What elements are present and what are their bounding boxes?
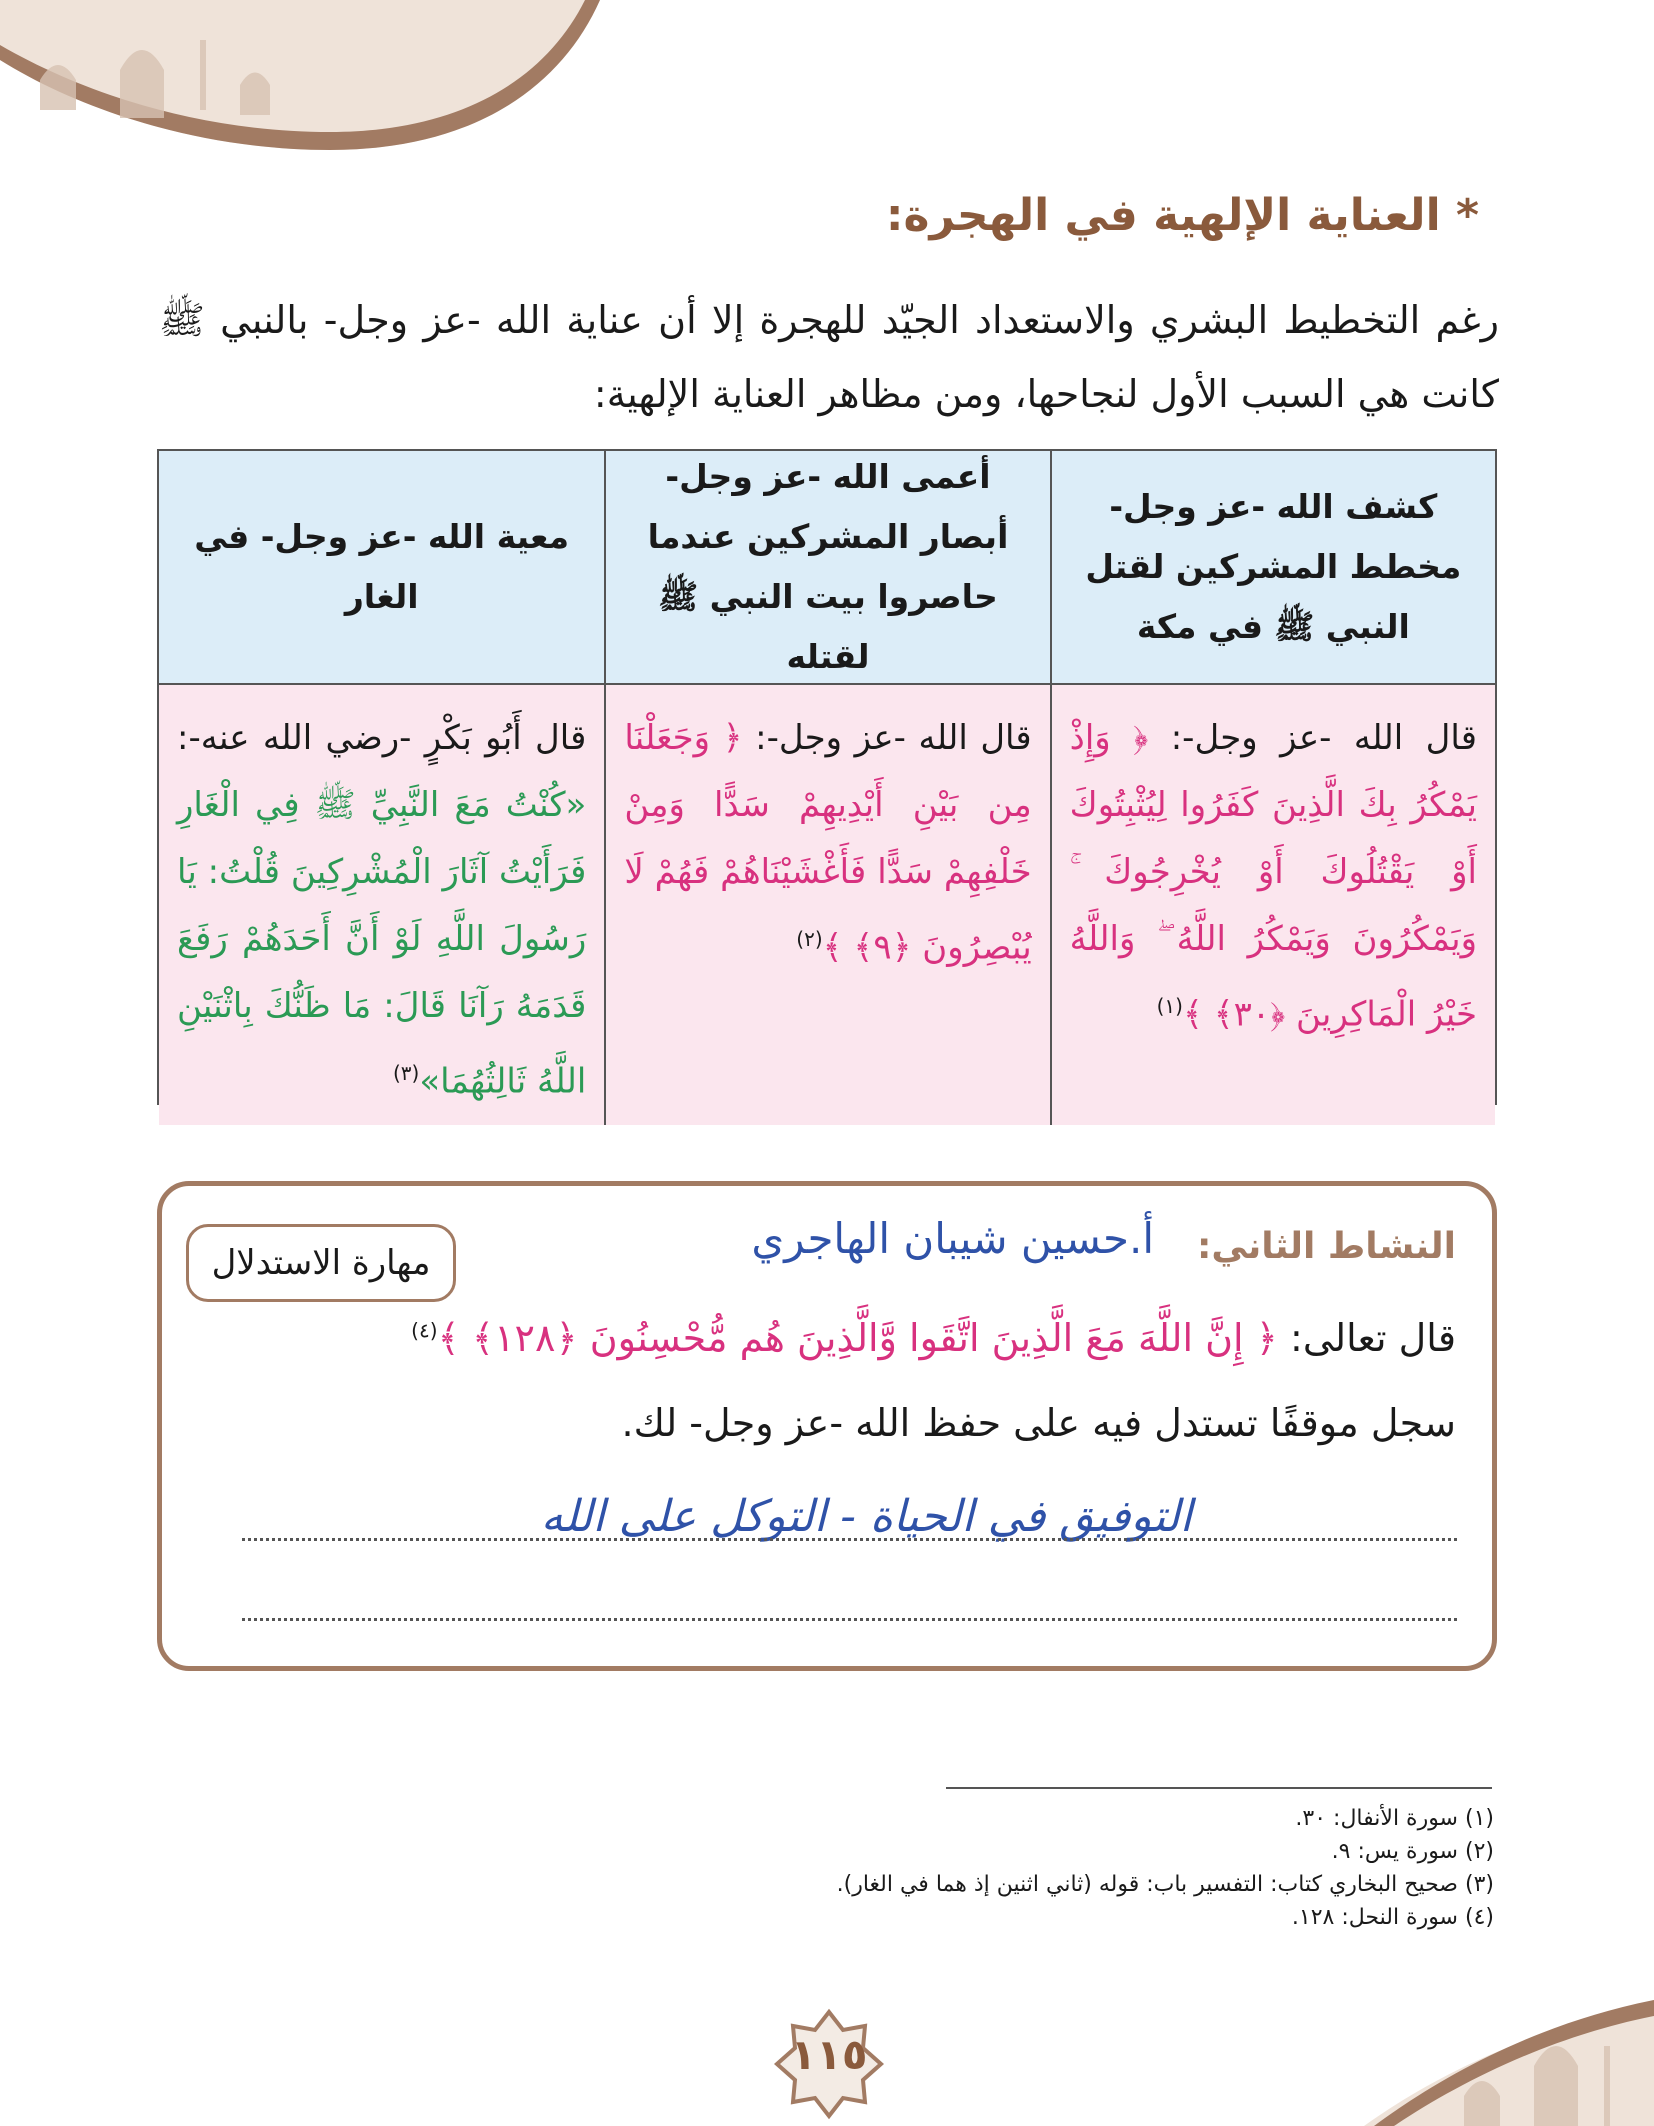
cell-2-intro: قال الله -عز وجل-: [742,718,1032,758]
handwritten-teacher-name: أ.حسين شيبان الهاجري [751,1214,1154,1263]
footnote-2: (٢) سورة يس: ٩. [1331,1839,1494,1864]
table-header-1: كشف الله -عز وجل- مخطط المشركين لقتل النبي ﷺ في مكة [1050,451,1495,685]
activity-label: النشاط الثاني: [1196,1226,1456,1267]
activity-verse-intro: قال تعالى: [1277,1316,1456,1360]
footnotes [594,1802,1494,1934]
activity-question: سجل موقفًا تستدل فيه على حفظ الله -عز وجل- لك. [621,1401,1456,1445]
cell-3-hadith: «كُنْتُ مَعَ النَّبِيِّ ﷺ فِي الْغَارِ فَرَأَيْتُ آثَارَ الْمُشْرِكِينَ قُلْتُ: يَا رَسُولَ اللَّهِ لَوْ أَنَّ أَحَدَهُمْ رَفَعَ قَدَمَهُ رَآنَا قَالَ: مَا ظَنُّكَ بِاثْنَيْنِ اللَّهُ ثَالِثُهُمَا» [177,785,587,1102]
cell-1-ref: (١) [1156,994,1183,1018]
cell-3-intro: قال أَبُو بَكْرٍ -رضي الله عنه-: [177,718,587,758]
table-cell-2 [604,685,1049,1125]
bottom-right-mosque-decoration [1134,1986,1654,2126]
top-left-mosque-decoration [0,0,600,190]
page-number: ١١٥ [790,2030,868,2079]
intro-paragraph: رغم التخطيط البشري والاستعداد الجيّد للهجرة إلا أن عناية الله -عز وجل- بالنبي ﷺ كانت هي السبب الأول لنجاحها، ومن مظاهر العناية الإلهية: [159,298,1499,416]
section-title: * العناية الإلهية في الهجرة: [885,190,1479,241]
activity-verse: ﴿ إِنَّ اللَّهَ مَعَ الَّذِينَ اتَّقَوا وَّالَّذِينَ هُم مُّحْسِنُونَ ﴿١٢٨﴾ ﴾ [437,1316,1278,1360]
cell-1-intro: قال الله -عز وجل-: [1148,718,1477,758]
skill-badge: مهارة الاستدلال [186,1224,456,1302]
footnote-1: (١) سورة الأنفال: ٣٠. [1295,1806,1494,1831]
table-header-3: معية الله -عز وجل- في الغار [159,451,604,685]
answer-line-1[interactable] [242,1538,1457,1541]
table-cell-1 [1050,685,1495,1125]
cell-2-verse: ﴿ وَجَعَلْنَا مِن بَيْنِ أَيْدِيهِمْ سَدًّا وَمِنْ خَلْفِهِمْ سَدًّا فَأَغْشَيْنَاهُمْ فَهُمْ لَا يُبْصِرُونَ ﴿٩﴾ ﴾ [624,718,1032,968]
activity-verse-ref: (٤) [411,1318,438,1343]
handwritten-answer[interactable]: التوفيق في الحياة - التوكل على الله [540,1491,1192,1542]
divine-care-table [157,449,1497,1105]
footnote-divider [946,1787,1492,1789]
footnote-3: (٣) صحيح البخاري كتاب: التفسير باب: قوله (ثاني اثنين إذ هما في الغار). [836,1872,1494,1897]
table-header-2: أعمى الله -عز وجل- أبصار المشركين عندما حاصروا بيت النبي ﷺ لقتله [604,451,1049,685]
activity-box [157,1181,1497,1671]
activity-verse-line [196,1316,1456,1360]
answer-line-2[interactable] [242,1618,1457,1621]
cell-1-verse: ﴿ وَإِذْ يَمْكُرُ بِكَ الَّذِينَ كَفَرُوا لِيُثْبِتُوكَ أَوْ يَقْتُلُوكَ أَوْ يُخْرِجُوكَ ۚ وَيَمْكُرُونَ وَيَمْكُرُ اللَّهُ ۖ وَاللَّهُ خَيْرُ الْمَاكِرِينَ ﴿٣٠﴾ ﴾ [1069,718,1477,1035]
footnote-4: (٤) سورة النحل: ١٢٨. [1291,1905,1494,1930]
table-cell-3 [159,685,604,1125]
cell-3-ref: (٣) [392,1061,420,1085]
cell-2-ref: (٢) [796,927,823,951]
